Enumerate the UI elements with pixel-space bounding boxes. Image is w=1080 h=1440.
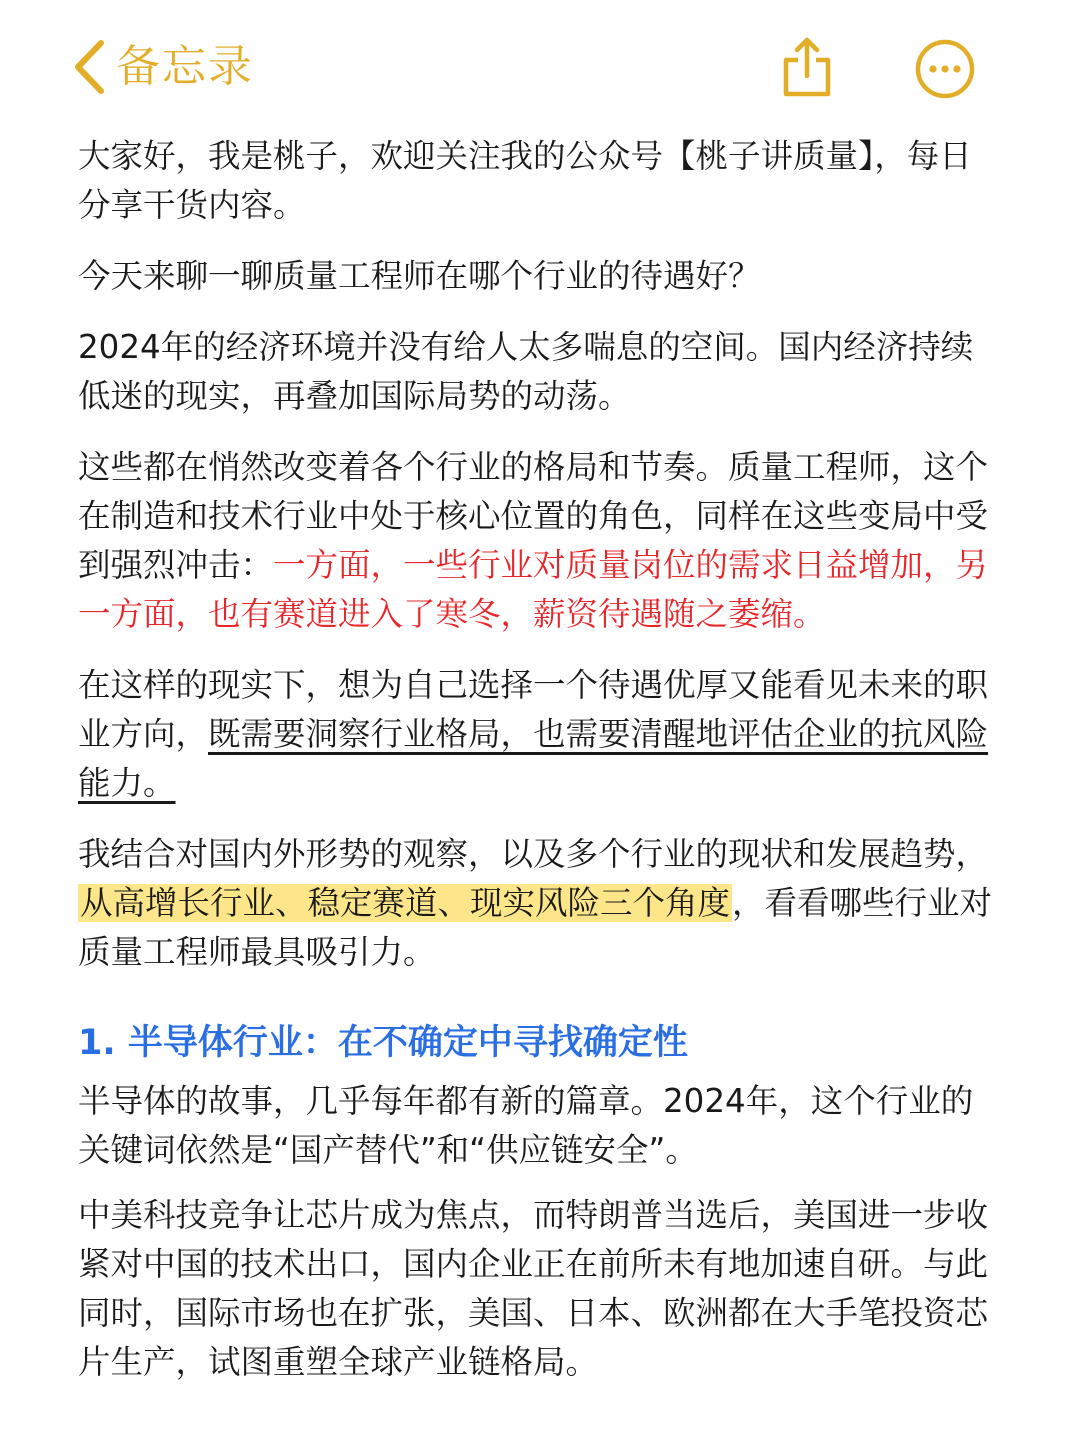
semiconductor-heading: 1. 半导体行业：在不确定中寻找确定性 xyxy=(78,1023,688,1063)
economy-paragraph: 2024年的经济环境并没有给人太多喘息的空间。国内经济持续低迷的现实，再叠加国际局势的动荡。 xyxy=(78,328,974,415)
share-icon xyxy=(780,83,834,102)
more-button[interactable] xyxy=(914,38,976,100)
more-icon xyxy=(914,85,976,104)
reality-lead-text: 在这样的现实下，想为自己选择一个待遇优厚又能看见未来的职业方向， xyxy=(78,666,989,753)
question-paragraph: 今天来聊一聊质量工程师在哪个行业的待遇好？ xyxy=(78,257,761,295)
impact-lead-text: 这些都在悄然改变着各个行业的格局和节奏。质量工程师，这个在制造和技术行业中处于核心位置的角色，同样在这些变局中受到强烈冲击： xyxy=(78,448,989,584)
back-button[interactable] xyxy=(72,38,254,96)
back-label: 备忘录 xyxy=(116,41,254,92)
semiconductor-detail-paragraph: 中美科技竞争让芯片成为焦点，而特朗普当选后，美国进一步收紧对中国的技术出口，国内企业正在前所未有地加速自研。与此同时，国际市场也在扩张，美国、日本、欧洲都在大手笔投资芯片生产，试图重塑全球产业链格局。 xyxy=(78,1196,989,1381)
impact-paragraph xyxy=(78,443,1002,639)
reality-underlined-text: 既需要洞察行业格局，也需要清醒地评估企业的抗风险能力。 xyxy=(78,715,989,802)
note-body[interactable] xyxy=(78,130,1002,1387)
intro-paragraph: 大家好，我是桃子，欢迎关注我的公众号【桃子讲质量】，每日分享干货内容。 xyxy=(78,137,972,224)
share-button[interactable] xyxy=(780,36,834,98)
impact-red-text: 一方面，一些行业对质量岗位的需求日益增加，另一方面，也有赛道进入了寒冬，薪资待遇随之萎缩。 xyxy=(78,546,989,633)
angles-tail-text: ，看看哪些行业对质量工程师最具吸引力。 xyxy=(78,884,993,971)
semiconductor-story-paragraph: 半导体的故事，几乎每年都有新的篇章。2024年，这个行业的关键词依然是“国产替代”和“供应链安全”。 xyxy=(78,1082,974,1169)
chevron-left-icon xyxy=(72,39,106,95)
navigation-bar xyxy=(0,0,1080,130)
angles-lead-text: 我结合对国内外形势的观察，以及多个行业的现状和发展趋势， xyxy=(78,835,989,873)
reality-paragraph xyxy=(78,661,1002,808)
angles-paragraph xyxy=(78,830,1002,977)
angles-highlighted-text: 从高增长行业、稳定赛道、现实风险三个角度 xyxy=(80,884,731,922)
